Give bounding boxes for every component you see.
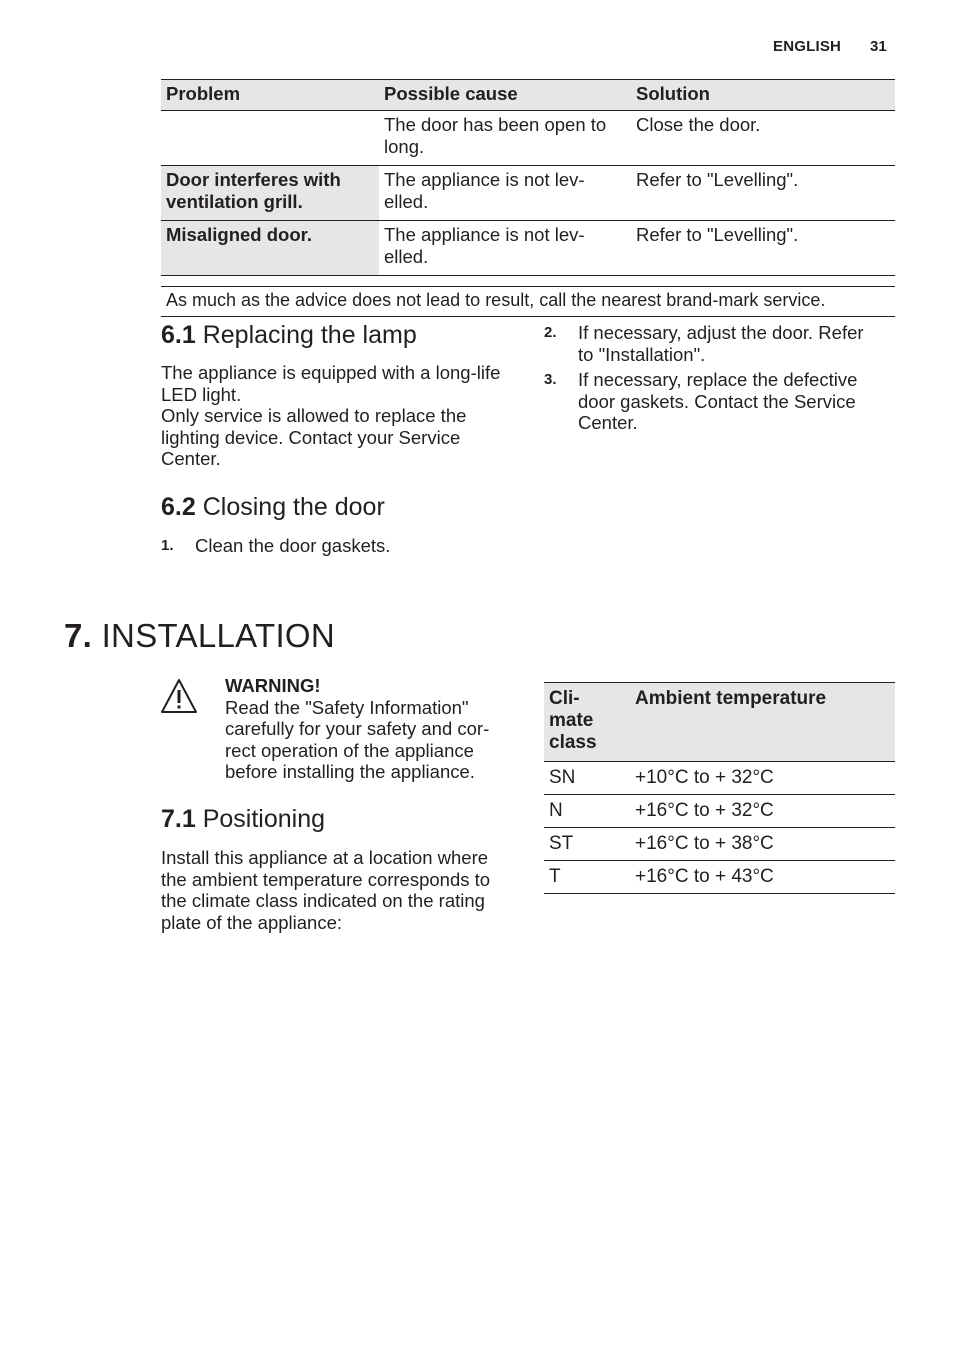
column-header-ambient-temperature: Ambient temperature <box>630 683 895 762</box>
steps-list-continued <box>544 322 884 438</box>
list-item: 2. If necessary, adjust the door. Refer to "Installation". <box>544 322 864 365</box>
table-row <box>161 221 895 276</box>
climate-class-cell: T <box>544 861 630 894</box>
chapter-title: 7. INSTALLATION <box>64 617 336 654</box>
service-note: As much as the advice does not lead to result, call the nearest brand-mark service. <box>161 286 895 317</box>
temperature-cell: +16°C to + 32°C <box>630 795 895 828</box>
section-6-2 <box>161 492 511 561</box>
section-6-1 <box>161 320 511 470</box>
problem-cell: Door interferes with ventilation grill. <box>161 166 379 221</box>
warning-triangle-icon <box>160 678 198 714</box>
temperature-cell: +16°C to + 38°C <box>630 828 895 861</box>
table-row <box>544 828 895 861</box>
table-row <box>544 762 895 795</box>
climate-class-cell: SN <box>544 762 630 795</box>
solution-cell: Refer to "Levelling". <box>631 221 895 276</box>
climate-class-cell: N <box>544 795 630 828</box>
troubleshooting-table <box>161 79 895 276</box>
section-7-1 <box>161 804 517 933</box>
column-header-solution: Solution <box>631 80 895 111</box>
solution-cell: Refer to "Levelling". <box>631 166 895 221</box>
cause-cell: The door has been open to long. <box>379 111 631 166</box>
problem-cell <box>161 111 379 166</box>
column-header-climate-class: Cli-mate class <box>544 683 630 762</box>
positioning-paragraph: Install this appliance at a location where the ambient temperature corresponds to the climate class indicated on the rating plate of the appliance: <box>161 847 491 933</box>
climate-class-table <box>544 682 895 894</box>
climate-class-cell: ST <box>544 828 630 861</box>
list-item: 1. Clean the door gaskets. <box>161 535 391 556</box>
cause-cell: The appliance is not lev-elled. <box>379 221 631 276</box>
temperature-cell: +10°C to + 32°C <box>630 762 895 795</box>
problem-cell: Misaligned door. <box>161 221 379 276</box>
section-heading: 6.1 Replacing the lamp <box>161 321 417 349</box>
cause-cell: The appliance is not lev-elled. <box>379 166 631 221</box>
warning-text: Read the "Safety Information" carefully for your safety and cor-rect operation of the appliance before installing the appliance. <box>225 696 490 782</box>
lamp-paragraph-1: The appliance is equipped with a long-life LED light. <box>161 362 501 405</box>
warning-title: WARNING! <box>225 675 321 696</box>
table-row <box>544 861 895 894</box>
table-row <box>161 166 895 221</box>
steps-list <box>161 535 511 557</box>
page-number: 31 <box>870 38 887 55</box>
table-row <box>544 795 895 828</box>
column-header-problem: Problem <box>161 80 379 111</box>
temperature-cell: +16°C to + 43°C <box>630 861 895 894</box>
list-item: 3. If necessary, replace the defective door gaskets. Contact the Service Center. <box>544 369 858 433</box>
lamp-paragraph-2: Only service is allowed to replace the lighting device. Contact your Service Center. <box>161 405 467 469</box>
section-heading: 7.1 Positioning <box>161 805 326 833</box>
column-header-cause: Possible cause <box>379 80 631 111</box>
table-row <box>161 111 895 166</box>
header-language: ENGLISH <box>773 38 842 55</box>
solution-cell: Close the door. <box>631 111 895 166</box>
warning-box <box>225 675 515 783</box>
section-heading: 6.2 Closing the door <box>161 493 385 521</box>
